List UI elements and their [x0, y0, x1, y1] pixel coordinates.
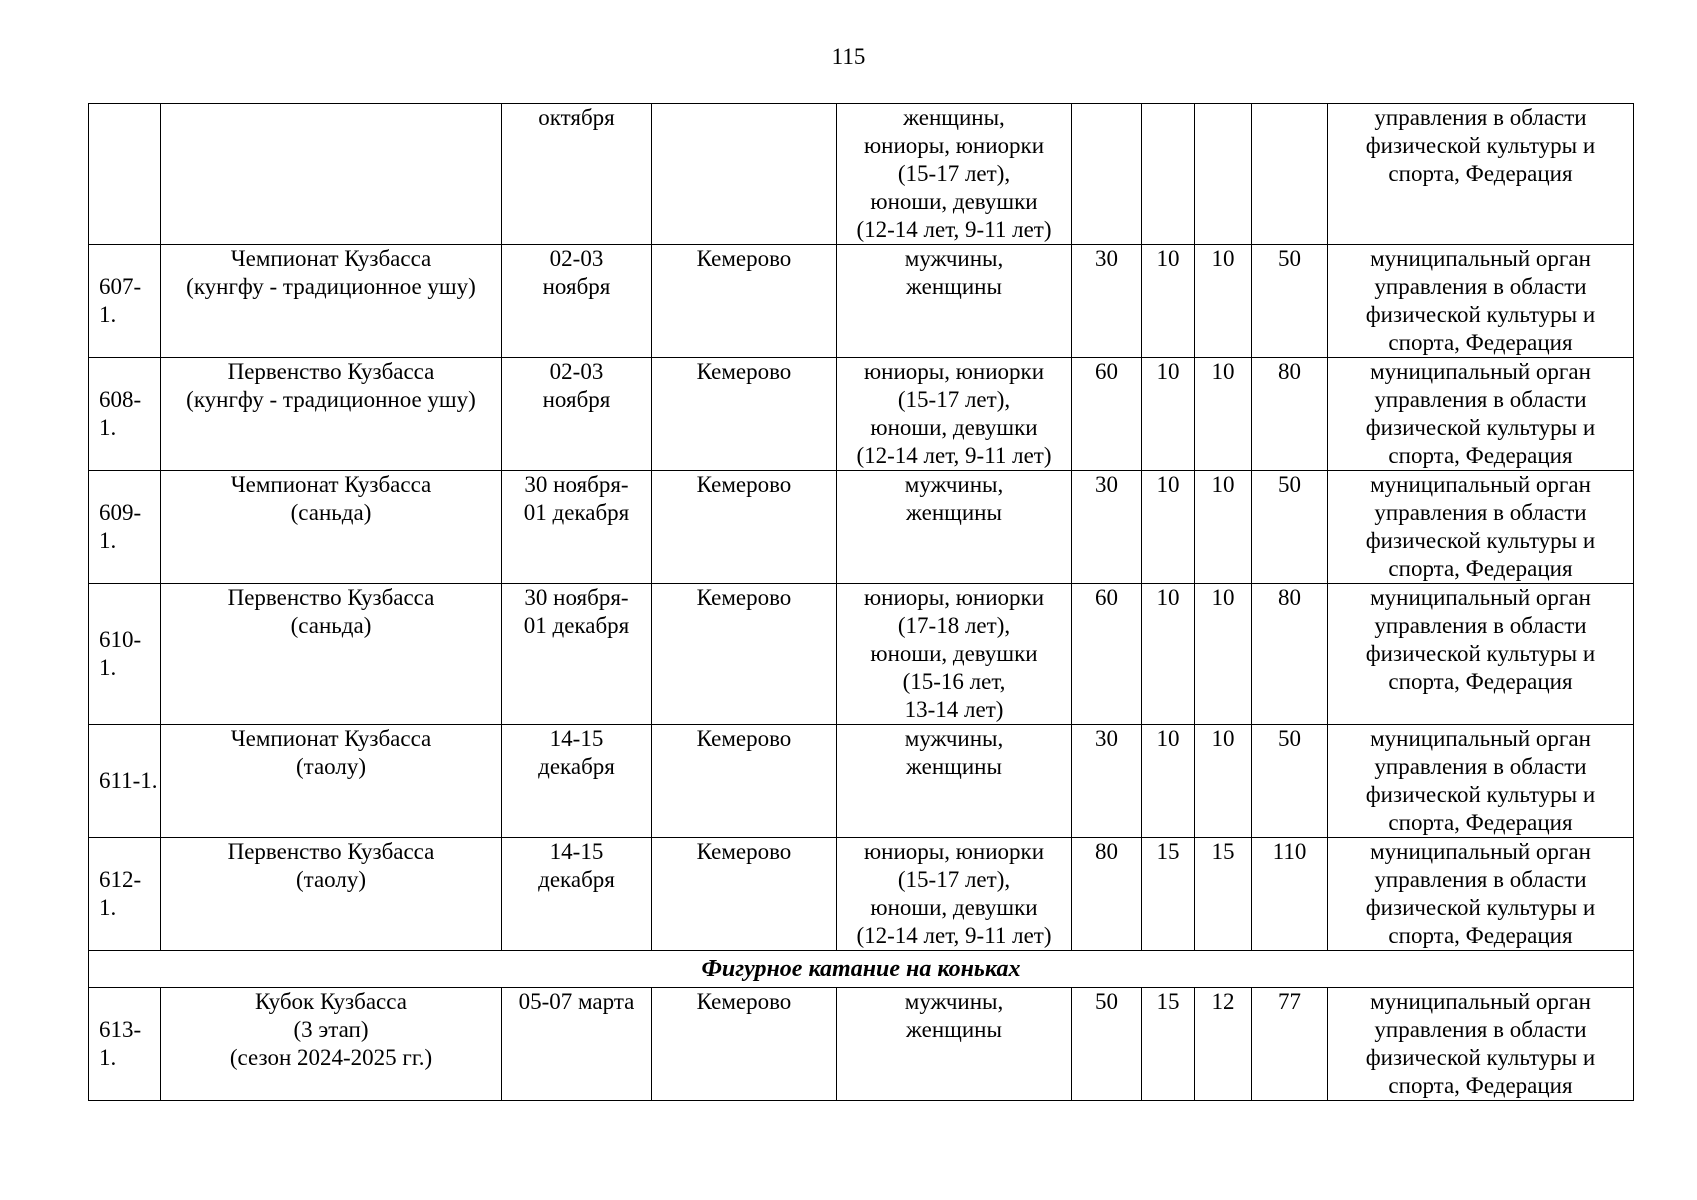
event-place-cell: Кемерово [652, 838, 837, 951]
table-row [89, 988, 1634, 1101]
event-place-cell: Кемерово [652, 245, 837, 358]
count-total-cell: 80 [1252, 358, 1328, 471]
section-header-row [89, 951, 1634, 988]
count-participants-cell: 50 [1072, 988, 1142, 1101]
count-judges-cell: 10 [1142, 471, 1195, 584]
count-total-cell [1252, 104, 1328, 245]
organizer-cell: муниципальный орган управления в области физической культуры и спорта, Федерация [1328, 245, 1634, 358]
count-participants-cell: 60 [1072, 358, 1142, 471]
count-participants-cell: 60 [1072, 584, 1142, 725]
count-total-cell: 50 [1252, 245, 1328, 358]
row-number-cell: 613-1. [89, 988, 161, 1101]
row-number-cell: 612-1. [89, 838, 161, 951]
count-coaches-cell: 10 [1195, 725, 1252, 838]
event-place-cell [652, 104, 837, 245]
participants-cell: мужчины, женщины [837, 988, 1072, 1101]
event-dates-cell: 05-07 марта [502, 988, 652, 1101]
page-number: 115 [831, 44, 866, 69]
count-judges-cell: 15 [1142, 988, 1195, 1101]
count-participants-cell: 30 [1072, 725, 1142, 838]
count-total-cell: 50 [1252, 725, 1328, 838]
event-name-cell: Кубок Кузбасса (3 этап) (сезон 2024-2025 гг.) [161, 988, 502, 1101]
count-coaches-cell: 10 [1195, 584, 1252, 725]
count-total-cell: 80 [1252, 584, 1328, 725]
event-dates-cell: 30 ноября- 01 декабря [502, 584, 652, 725]
organizer-cell: управления в области физической культуры и спорта, Федерация [1328, 104, 1634, 245]
event-place-cell: Кемерово [652, 725, 837, 838]
event-name-cell [161, 104, 502, 245]
count-judges-cell: 15 [1142, 838, 1195, 951]
count-judges-cell: 10 [1142, 245, 1195, 358]
organizer-cell: муниципальный орган управления в области физической культуры и спорта, Федерация [1328, 358, 1634, 471]
table-row [89, 104, 1634, 245]
count-coaches-cell: 10 [1195, 245, 1252, 358]
event-dates-cell: 30 ноября- 01 декабря [502, 471, 652, 584]
participants-cell: юниоры, юниорки (15-17 лет), юноши, девушки (12-14 лет, 9-11 лет) [837, 358, 1072, 471]
event-name-cell: Первенство Кузбасса (саньда) [161, 584, 502, 725]
row-number-cell: 607-1. [89, 245, 161, 358]
table-row [89, 471, 1634, 584]
table-row [89, 838, 1634, 951]
count-total-cell: 50 [1252, 471, 1328, 584]
row-number-cell: 611-1. [89, 725, 161, 838]
event-name-cell: Чемпионат Кузбасса (таолу) [161, 725, 502, 838]
event-name-cell: Первенство Кузбасса (кунгфу - традиционное ушу) [161, 358, 502, 471]
count-participants-cell [1072, 104, 1142, 245]
event-dates-cell: октября [502, 104, 652, 245]
count-judges-cell: 10 [1142, 725, 1195, 838]
table-body [89, 104, 1634, 1101]
table-row [89, 245, 1634, 358]
count-total-cell: 77 [1252, 988, 1328, 1101]
participants-cell: мужчины, женщины [837, 245, 1072, 358]
count-judges-cell: 10 [1142, 584, 1195, 725]
participants-cell: юниоры, юниорки (15-17 лет), юноши, девушки (12-14 лет, 9-11 лет) [837, 838, 1072, 951]
table-row [89, 725, 1634, 838]
count-judges-cell [1142, 104, 1195, 245]
row-number-cell: 608-1. [89, 358, 161, 471]
count-coaches-cell: 10 [1195, 358, 1252, 471]
organizer-cell: муниципальный орган управления в области физической культуры и спорта, Федерация [1328, 471, 1634, 584]
organizer-cell: муниципальный орган управления в области физической культуры и спорта, Федерация [1328, 838, 1634, 951]
event-place-cell: Кемерово [652, 988, 837, 1101]
participants-cell: женщины, юниоры, юниорки (15-17 лет), юноши, девушки (12-14 лет, 9-11 лет) [837, 104, 1072, 245]
count-coaches-cell [1195, 104, 1252, 245]
row-number-cell [89, 104, 161, 245]
count-coaches-cell: 12 [1195, 988, 1252, 1101]
participants-cell: мужчины, женщины [837, 725, 1072, 838]
count-participants-cell: 30 [1072, 471, 1142, 584]
event-name-cell: Чемпионат Кузбасса (саньда) [161, 471, 502, 584]
event-place-cell: Кемерово [652, 358, 837, 471]
event-dates-cell: 14-15 декабря [502, 725, 652, 838]
participants-cell: юниоры, юниорки (17-18 лет), юноши, девушки (15-16 лет, 13-14 лет) [837, 584, 1072, 725]
count-participants-cell: 30 [1072, 245, 1142, 358]
count-coaches-cell: 15 [1195, 838, 1252, 951]
count-total-cell: 110 [1252, 838, 1328, 951]
section-title: Фигурное катание на коньках [89, 951, 1634, 988]
organizer-cell: муниципальный орган управления в области физической культуры и спорта, Федерация [1328, 584, 1634, 725]
row-number-cell: 610-1. [89, 584, 161, 725]
count-coaches-cell: 10 [1195, 471, 1252, 584]
row-number-cell: 609-1. [89, 471, 161, 584]
table-row [89, 584, 1634, 725]
table-row [89, 358, 1634, 471]
event-name-cell: Чемпионат Кузбасса (кунгфу - традиционное ушу) [161, 245, 502, 358]
event-name-cell: Первенство Кузбасса (таолу) [161, 838, 502, 951]
events-table [88, 103, 1634, 1101]
participants-cell: мужчины, женщины [837, 471, 1072, 584]
event-dates-cell: 14-15 декабря [502, 838, 652, 951]
organizer-cell: муниципальный орган управления в области физической культуры и спорта, Федерация [1328, 725, 1634, 838]
event-place-cell: Кемерово [652, 471, 837, 584]
event-dates-cell: 02-03 ноября [502, 245, 652, 358]
organizer-cell: муниципальный орган управления в области физической культуры и спорта, Федерация [1328, 988, 1634, 1101]
count-participants-cell: 80 [1072, 838, 1142, 951]
event-dates-cell: 02-03 ноября [502, 358, 652, 471]
count-judges-cell: 10 [1142, 358, 1195, 471]
event-place-cell: Кемерово [652, 584, 837, 725]
